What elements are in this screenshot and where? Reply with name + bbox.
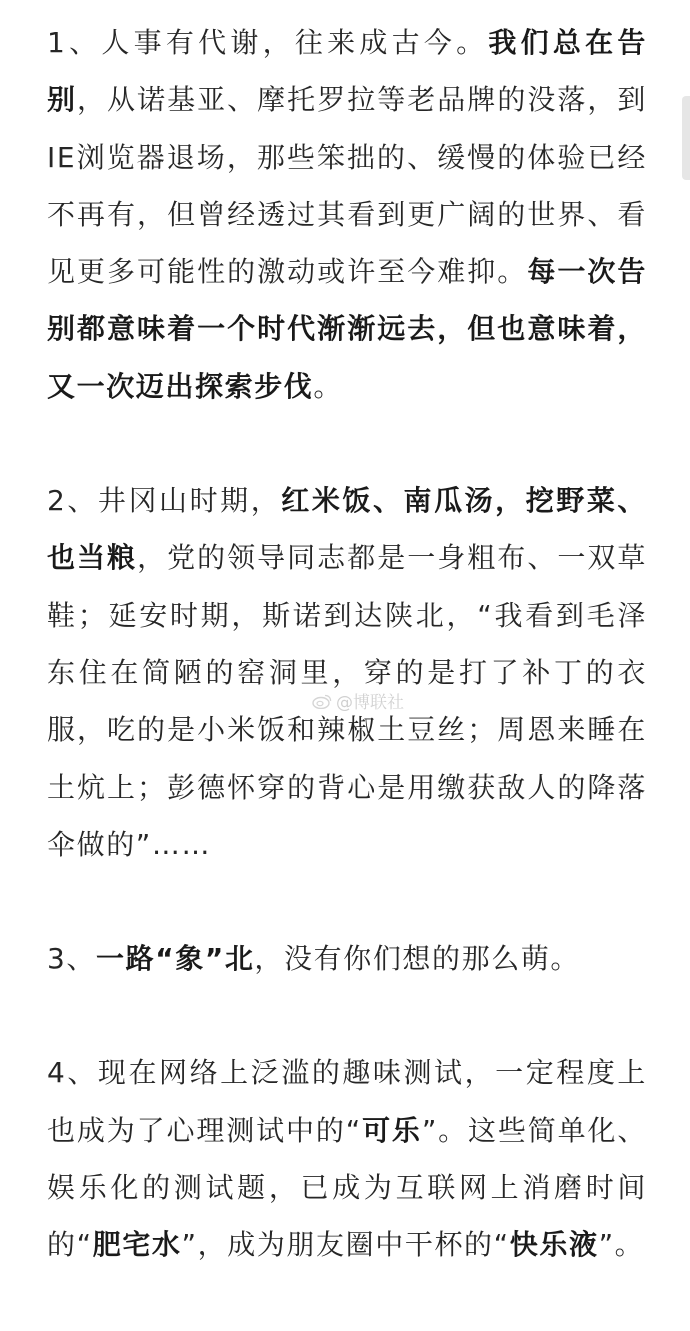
scrollbar-thumb[interactable] xyxy=(682,96,690,180)
text-segment: ”，成为朋友圈中干杯的“ xyxy=(181,1228,510,1262)
text-segment: ，从诺基亚、摩托罗拉等老品牌的没落，到IE浏览器退场，那些笨拙的、缓慢的体验已经不再有，但曾经透过其看到更广阔的世界、看见更多可能性的激动或许至今难抑。 xyxy=(47,83,647,289)
paragraph-1 xyxy=(47,14,647,415)
paragraph-gap xyxy=(47,415,647,472)
bold-segment: 红米饭、南瓜汤，挖野菜、也当粮 xyxy=(47,484,648,575)
text-segment: 2、井冈山时期， xyxy=(47,484,282,518)
paragraph-3 xyxy=(47,930,647,987)
text-segment: 3、 xyxy=(47,942,97,976)
watermark-text: @博联社 xyxy=(336,693,404,713)
text-segment: ”。这些简单化、娱乐化的测试题，已成为互联网上消磨时间的“ xyxy=(47,1113,648,1262)
bold-segment: 每一次告别都意味着一个时代渐渐远去，但也意味着，又一次迈出探索步伐 xyxy=(47,255,647,403)
bold-segment: 我们总在告别 xyxy=(47,26,647,117)
bold-segment: 一路“象”北 xyxy=(96,942,255,976)
bold-segment: 快乐液 xyxy=(509,1228,599,1262)
text-segment: 4、现在网络上泛滥的趣味测试，一定程度上也成为了心理测试中的“ xyxy=(47,1056,647,1147)
paragraph-gap xyxy=(47,987,647,1044)
bold-segment: 肥宅水 xyxy=(92,1228,182,1262)
paragraph-2 xyxy=(47,472,647,873)
article-body xyxy=(47,14,647,1274)
text-segment: ，党的领导同志都是一身粗布、一双草鞋；延安时期，斯诺到达陕北，“我看到毛泽东住在简陋的窑洞里，穿的是打了补丁的衣服，吃的是小米饭和辣椒土豆丝；周恩来睡在土炕上；彭德怀穿的背心是用缴获敌人的降落伞做的”…… xyxy=(47,541,647,861)
bold-segment: 可乐 xyxy=(361,1113,422,1147)
paragraph-gap xyxy=(47,873,647,930)
text-segment: 。 xyxy=(313,369,344,403)
text-segment: ”。 xyxy=(598,1228,645,1262)
paragraph-4 xyxy=(47,1044,647,1273)
text-segment: ，没有你们想的那么萌。 xyxy=(254,942,581,976)
text-segment: 1、人事有代谢，往来成古今。 xyxy=(47,26,489,59)
